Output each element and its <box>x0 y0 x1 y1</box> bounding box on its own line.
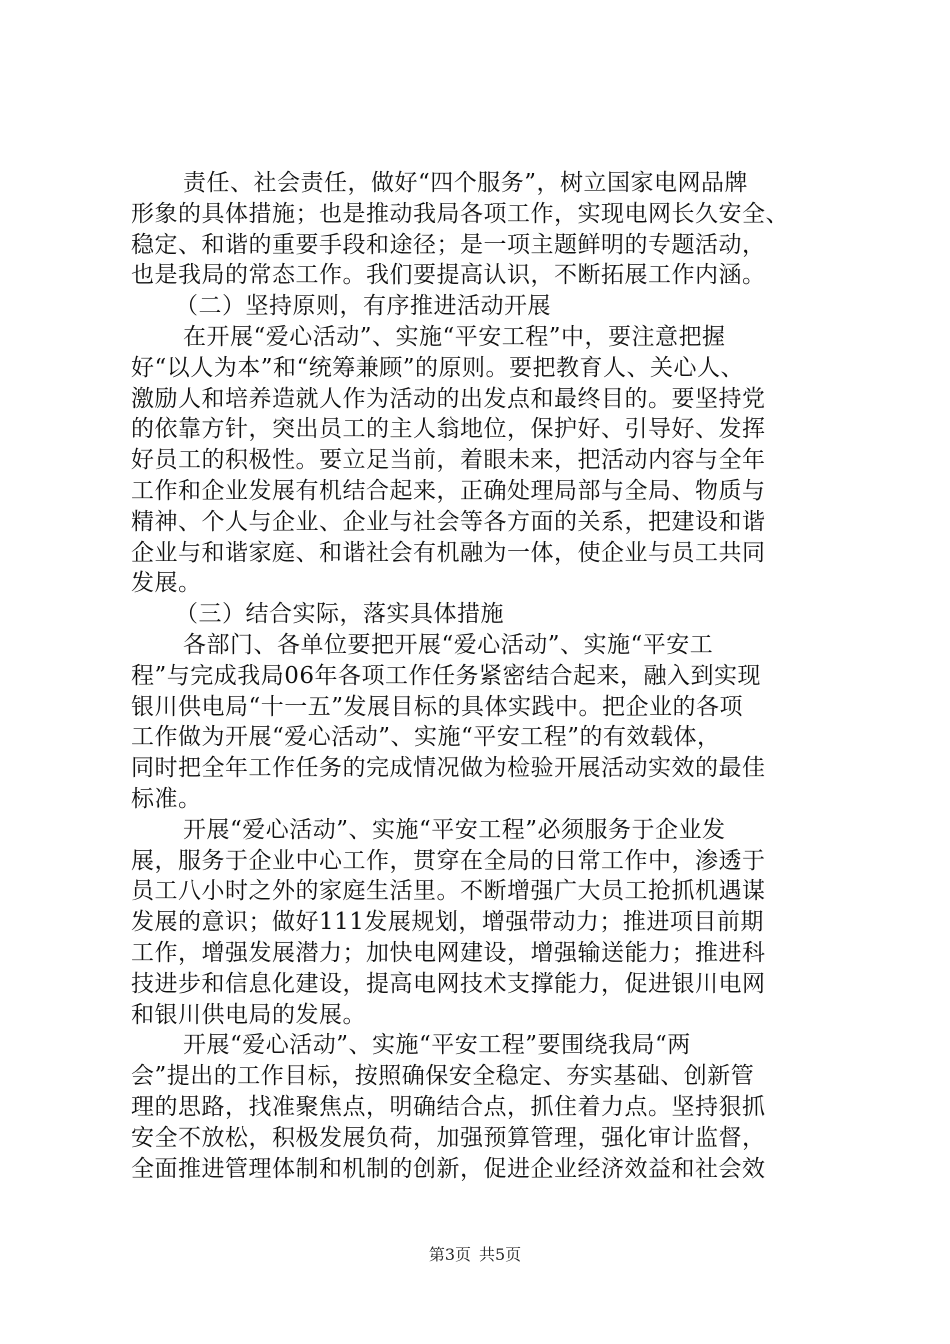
text-line: 工作和企业发展有机结合起来，正确处理局部与全局、物质与 <box>131 477 766 504</box>
text-line: 工作，增强发展潜力；加快电网建设，增强输送能力；推进科 <box>131 939 766 966</box>
text-line: 好“以人为本”和“统筹兼顾”的原则。要把教育人、关心人、 <box>131 354 745 381</box>
page-footer <box>0 1245 950 1265</box>
section-heading-3: （三）结合实际，落实具体措施 <box>175 601 504 628</box>
text-line: 技进步和信息化建设，提高电网技术支撑能力，促进银川电网 <box>131 970 766 997</box>
text-line: 员工八小时之外的家庭生活里。不断增强广大员工抢抓机遇谋 <box>131 878 766 905</box>
text-line: 企业与和谐家庭、和谐社会有机融为一体，使企业与员工共同 <box>131 539 766 566</box>
text-line: 发展。 <box>131 570 202 597</box>
text-line: 在开展“爱心活动”、实施“平安工程”中，要注意把握 <box>183 323 726 350</box>
page-total: 共5页 <box>479 1245 522 1264</box>
text-line: 展，服务于企业中心工作，贯穿在全局的日常工作中，渗透于 <box>131 847 766 874</box>
text-line: 工作做为开展“爱心活动”、实施“平安工程”的有效载体， <box>131 724 721 751</box>
text-line: 安全不放松，积极发展负荷，加强预算管理，强化审计监督， <box>131 1124 766 1151</box>
text-line: 程”与完成我局06年各项工作任务紧密结合起来，融入到实现 <box>131 662 762 689</box>
section-heading-2: （二）坚持原则，有序推进活动开展 <box>175 293 551 320</box>
text-line: 发展的意识；做好111发展规划，增强带动力；推进项目前期 <box>131 909 764 936</box>
document-body <box>131 168 831 1184</box>
text-line: 稳定、和谐的重要手段和途径；是一项主题鲜明的专题活动， <box>131 231 766 258</box>
text-line: 开展“爱心活动”、实施“平安工程”必须服务于企业发 <box>183 816 726 843</box>
page-number: 第3页 <box>428 1245 471 1264</box>
text-line: 开展“爱心活动”、实施“平安工程”要围绕我局“两 <box>183 1032 691 1059</box>
text-line: 会”提出的工作目标，按照确保安全稳定、夯实基础、创新管 <box>131 1063 755 1090</box>
text-line: 形象的具体措施；也是推动我局各项工作，实现电网长久安全、 <box>131 200 789 227</box>
text-line: 全面推进管理体制和机制的创新，促进企业经济效益和社会效 <box>131 1155 766 1182</box>
text-line: 银川供电局“十一五”发展目标的具体实践中。把企业的各项 <box>131 693 744 720</box>
text-line: 好员工的积极性。要立足当前，着眼未来，把活动内容与全年 <box>131 447 766 474</box>
text-line: 精神、个人与企业、企业与社会等各方面的关系，把建设和谐 <box>131 508 766 535</box>
text-line: 各部门、各单位要把开展“爱心活动”、实施“平安工 <box>183 631 714 658</box>
text-line: 同时把全年工作任务的完成情况做为检验开展活动实效的最佳 <box>131 755 766 782</box>
text-line: 和银川供电局的发展。 <box>131 1001 366 1028</box>
text-line: 标准。 <box>131 785 202 812</box>
text-line: 激励人和培养造就人作为活动的出发点和最终目的。要坚持党 <box>131 385 766 412</box>
text-line: 的依靠方针，突出员工的主人翁地位，保护好、引导好、发挥 <box>131 416 766 443</box>
text-line: 责任、社会责任，做好“四个服务”，树立国家电网品牌 <box>183 170 749 196</box>
text-line: 理的思路，找准聚焦点，明确结合点，抓住着力点。坚持狠抓 <box>131 1093 766 1120</box>
text-line: 也是我局的常态工作。我们要提高认识，不断拓展工作内涵。 <box>131 262 766 289</box>
